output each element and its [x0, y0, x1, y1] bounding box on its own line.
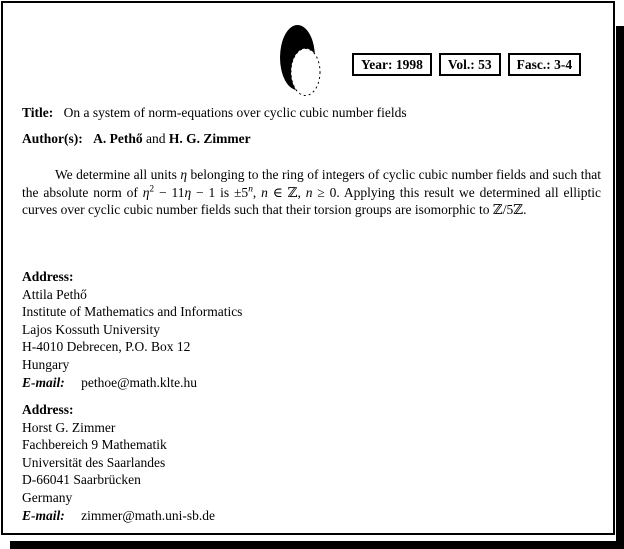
abstract-segment: n	[305, 184, 313, 200]
address-block-petho	[22, 268, 242, 391]
abstract-segment: η	[184, 184, 192, 200]
abstract-segment: We determine all units	[55, 167, 181, 182]
address-line: Lajos Kossuth University	[22, 321, 160, 337]
abstract-paragraph	[22, 166, 601, 219]
address-line: H-4010 Debrecen, P.O. Box 12	[22, 339, 191, 355]
email-label: E-mail:	[22, 374, 65, 390]
page-shadow-bottom	[10, 541, 624, 549]
authors-line	[22, 131, 251, 147]
address-line: Attila Pethő	[22, 286, 87, 302]
email-label: E-mail:	[22, 507, 65, 523]
crescent-journal-logo-icon	[277, 23, 323, 99]
abstract-segment: n	[248, 184, 253, 195]
email-address: pethoe@math.klte.hu	[81, 374, 198, 390]
address-line: D-66041 Saarbrücken	[22, 472, 141, 488]
address-line: Horst G. Zimmer	[22, 419, 116, 435]
address-line: Fachbereich 9 Mathematik	[22, 437, 167, 453]
year-badge: Year: 1998	[352, 53, 432, 76]
page-frame	[1, 1, 615, 535]
header-badges	[352, 53, 581, 76]
volume-badge: Vol.: 53	[439, 53, 501, 76]
address-label: Address:	[22, 402, 74, 417]
address-lines	[22, 286, 242, 374]
abstract-segment: ≥ 0. Applying this result we determined all elliptic curves over cyclic cubic number fields such that their torsion groups are isomorphic to ℤ/5ℤ.	[22, 184, 602, 218]
abstract-segment: η	[180, 167, 188, 182]
title-label: Title:	[22, 105, 54, 120]
email-address: zimmer@math.uni-sb.de	[81, 507, 216, 523]
page-shadow-right	[616, 26, 624, 549]
abstract-segment: − 1 is ±5	[191, 184, 249, 200]
abstract-segment: n	[261, 184, 268, 200]
abstract-segment: ,	[252, 184, 262, 200]
email-line	[22, 507, 215, 525]
email-line	[22, 374, 242, 392]
abstract-segment: ∈ ℤ,	[267, 184, 306, 200]
authors-label: Author(s):	[22, 131, 83, 146]
address-line: Universität des Saarlandes	[22, 454, 166, 470]
abstract-segment: η	[142, 184, 150, 200]
fascicle-badge: Fasc.: 3-4	[508, 53, 581, 76]
address-label: Address:	[22, 269, 74, 284]
abstract-segment: − 11	[154, 184, 185, 200]
abstract-segment: 2	[149, 184, 155, 195]
author-first: A. Pethő	[93, 131, 143, 146]
abstract-segment: belonging to the ring of integers of cyclic cubic number fields and such that the absolute norm of	[22, 167, 601, 200]
title-text: On a system of norm-equations over cyclic cubic number fields	[63, 105, 407, 120]
author-separator: and	[146, 131, 169, 146]
address-line: Hungary	[22, 356, 70, 372]
address-line: Institute of Mathematics and Informatics	[22, 304, 243, 320]
author-second: H. G. Zimmer	[168, 131, 251, 146]
address-line: Germany	[22, 489, 73, 505]
title-line	[22, 105, 407, 121]
address-lines	[22, 419, 215, 507]
address-block-zimmer	[22, 401, 215, 524]
